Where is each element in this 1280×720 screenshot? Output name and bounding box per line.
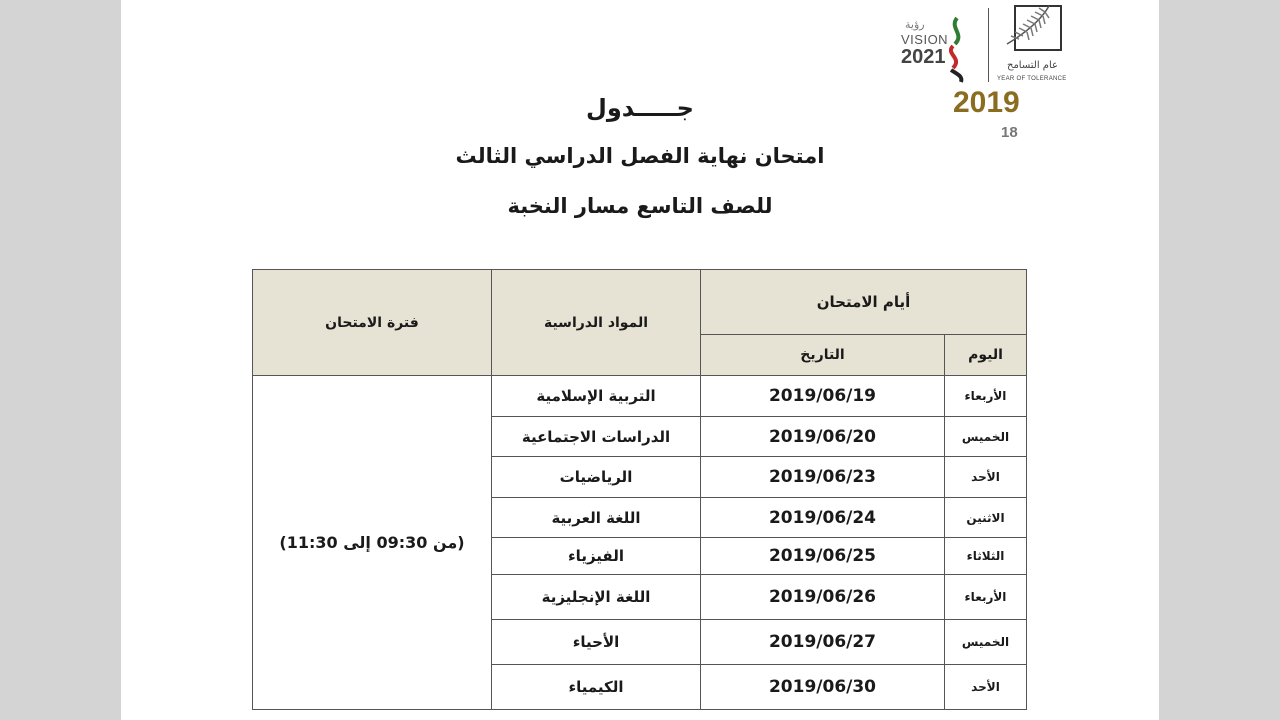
- header-exam-period: فترة الامتحان: [253, 270, 492, 376]
- cell-date: 2019/06/27: [701, 620, 945, 665]
- cell-day: الاثنين: [945, 498, 1027, 538]
- cell-day: الأحد: [945, 665, 1027, 710]
- cell-subject: التربية الإسلامية: [492, 376, 701, 417]
- cell-day: الخميس: [945, 417, 1027, 457]
- logo-divider: [988, 8, 989, 82]
- cell-day: الأربعاء: [945, 376, 1027, 417]
- cell-subject: الرياضيات: [492, 457, 701, 498]
- exam-schedule-table: [252, 269, 1027, 710]
- cell-subject: الفيزياء: [492, 538, 701, 575]
- document-subtitle: امتحان نهاية الفصل الدراسي الثالث: [455, 144, 825, 168]
- ghaf-tree-icon: [1005, 4, 1067, 52]
- cell-date: 2019/06/25: [701, 538, 945, 575]
- cell-day: الأربعاء: [945, 575, 1027, 620]
- document-page: [121, 0, 1159, 720]
- cell-day: الأحد: [945, 457, 1027, 498]
- cell-date: 2019/06/23: [701, 457, 945, 498]
- cell-date: 2019/06/20: [701, 417, 945, 457]
- vision-emblem-icon: [943, 14, 971, 84]
- cell-subject: الكيمياء: [492, 665, 701, 710]
- cell-day: الثلاثاء: [945, 538, 1027, 575]
- page-number: 18: [1001, 124, 1018, 141]
- header-subjects: المواد الدراسية: [492, 270, 701, 376]
- year-of-tolerance-logo: [997, 4, 1075, 84]
- cell-subject: اللغة الإنجليزية: [492, 575, 701, 620]
- header-day: اليوم: [945, 335, 1027, 376]
- vision-2021-logo: [901, 12, 971, 84]
- tolerance-english-text: YEAR OF TOLERANCE: [997, 76, 1067, 82]
- cell-subject: الأحياء: [492, 620, 701, 665]
- header-date: التاريخ: [701, 335, 945, 376]
- cell-subject: الدراسات الاجتماعية: [492, 417, 701, 457]
- tolerance-arabic-text: عام التسامح: [1007, 60, 1059, 71]
- cell-date: 2019/06/24: [701, 498, 945, 538]
- cell-date: 2019/06/19: [701, 376, 945, 417]
- document-grade-line: للصف التاسع مسار النخبة: [507, 194, 773, 218]
- cell-subject: اللغة العربية: [492, 498, 701, 538]
- vision-arabic-text: رؤية: [905, 18, 925, 31]
- header-logos: [901, 4, 1076, 86]
- cell-exam-period: (من 09:30 إلى 11:30): [253, 376, 492, 710]
- vision-year-text: 2021: [901, 46, 946, 68]
- year-badge: 2019: [953, 86, 1020, 119]
- cell-date: 2019/06/30: [701, 665, 945, 710]
- table-row: [253, 376, 1027, 417]
- vision-english-text: VISION: [901, 32, 949, 47]
- document-title: جـــــدول: [586, 94, 694, 122]
- cell-day: الخميس: [945, 620, 1027, 665]
- header-exam-days: أيام الامتحان: [701, 270, 1027, 335]
- cell-date: 2019/06/26: [701, 575, 945, 620]
